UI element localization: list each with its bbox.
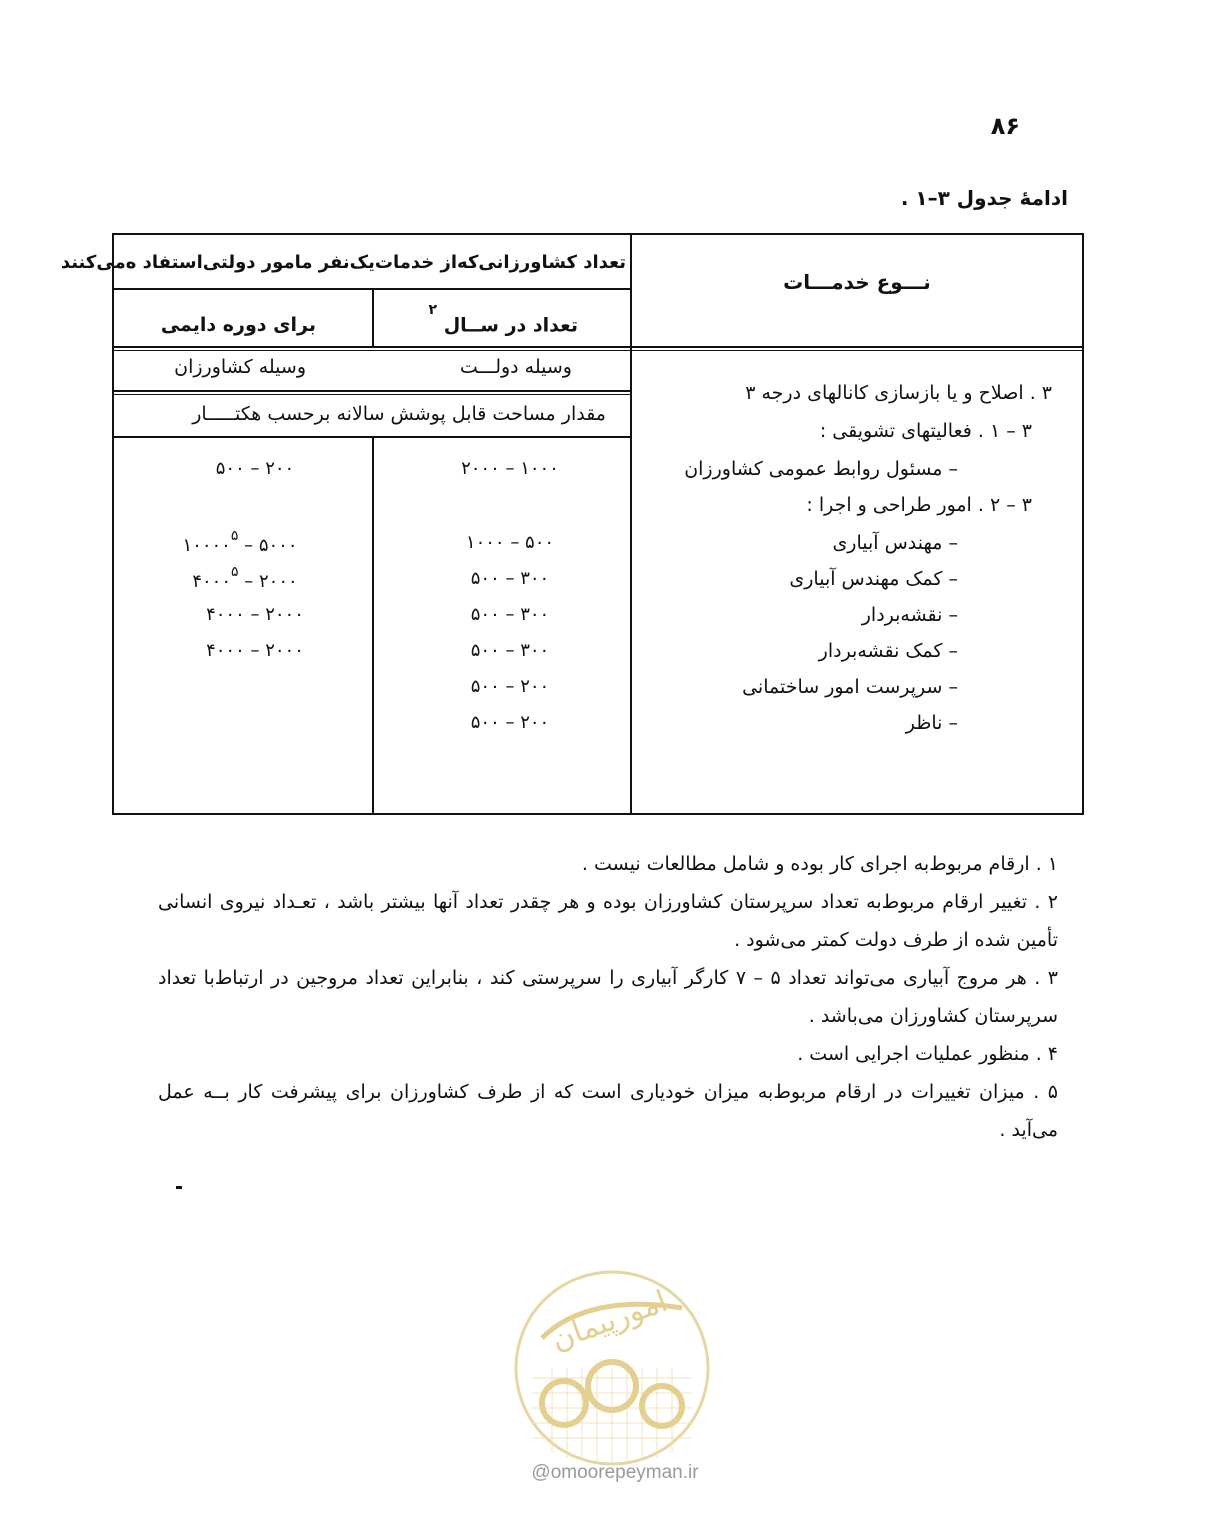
footnote: ۱ . ارقام مربوط‌به اجرای کار بوده و شامل مطالعات نیست . — [581, 853, 1058, 875]
per-year-value: ۲۰۰ – ۵۰۰ — [470, 712, 550, 733]
watermark-url: @omoorepeyman.ir — [531, 1462, 699, 1483]
service-item: – نقشه‌بردار — [861, 604, 958, 626]
permanent-value: ۲۰۰ – ۵۰۰ — [215, 458, 295, 479]
stray-mark — [176, 1186, 182, 1189]
per-year-value: ۳۰۰ – ۵۰۰ — [470, 568, 550, 589]
table-caption: ادامهٔ جدول ۳–۱ . — [900, 186, 1068, 210]
service-type-header: نـــوع خدمـــات — [783, 270, 931, 294]
permanent-value-text: ۲۰۰۰ – ۴۰۰۰ — [192, 571, 298, 592]
watermark-url-text: omoorepeyman.ir — [550, 1462, 699, 1483]
footnote: ۲ . تغییر ارقام مربوط‌به تعداد سرپرستان کشاورزان بوده و هر چقدر تعداد آنها بیشتر باشد ، تعـداد نیروی انسانی تأمین شده از طرف دولت کمتر می‌شود . — [158, 891, 1058, 951]
means-farmers: وسیله کشاورزان — [174, 356, 306, 378]
watermark-seal-icon — [512, 1268, 712, 1468]
permanent-footnote-ref: ۵ — [230, 528, 239, 544]
footnote: ۴ . منظور عملیات اجرایی است . — [797, 1043, 1058, 1065]
permanent-value: ۲۰۰۰ – ۴۰۰۰ — [206, 640, 304, 661]
service-item: ۳ – ۱ . فعالیتهای تشویقی : — [819, 420, 1032, 442]
service-item: – سرپرست امور ساختمانی — [742, 676, 958, 698]
means-government: وسیله دولـــت — [459, 356, 572, 378]
service-item: – کمک نقشه‌بردار — [818, 640, 958, 662]
footnote: ۵ . میزان تغییرات در ارقام مربوط‌به میزان خودیاری است که از طرف کشاورزان برای پیشرفت کار بــه عمل می‌آید . — [158, 1081, 1058, 1141]
service-item: – ناظر — [905, 712, 958, 734]
per-year-value: ۳۰۰ – ۵۰۰ — [470, 604, 550, 625]
permanent-value: ۲۰۰۰ – ۴۰۰۰ — [206, 604, 304, 625]
permanent-value — [140, 528, 340, 556]
per-year-value: ۱۰۰۰ – ۲۰۰۰ — [461, 458, 559, 479]
per-year-value: ۳۰۰ – ۵۰۰ — [470, 640, 550, 661]
service-item: – مسئول روابط عمومی کشاورزان — [684, 458, 958, 480]
service-item: ۳ – ۲ . امور طراحی و اجرا : — [806, 494, 1032, 516]
service-item: – مهندس آبیاری — [832, 532, 958, 554]
permanent-footnote-ref: ۵ — [231, 564, 239, 580]
service-item: – کمک مهندس آبیاری — [789, 568, 958, 590]
seal-lettering: امورپیمان — [546, 1283, 672, 1358]
service-item: ۳ . اصلاح و یا بازسازی کانالهای درجه ۳ — [745, 382, 1052, 404]
per-year-header-label: تعداد در ســال — [443, 314, 578, 337]
page-number: ۸۶ — [990, 112, 1020, 140]
permanent-header: برای دوره دایمی — [160, 314, 316, 336]
footnote: ۳ . هر مروج آبیاری می‌تواند تعداد ۵ – ۷ کارگر آبیاری را سرپرستی کند ، بنابراین تعداد مروجین در ارتباط‌با تعداد سرپرستان کشاورزان می‌باشد . — [158, 967, 1058, 1027]
per-year-footnote-ref: ۲ — [428, 302, 438, 318]
per-year-header — [428, 302, 578, 337]
permanent-value — [150, 564, 340, 592]
area-note: مقدار مساحت قابل پوشش سالانه برحسب هکتـــــار — [192, 403, 606, 425]
per-year-value: ۲۰۰ – ۵۰۰ — [470, 676, 550, 697]
group-header: تعداد کشاورزانی‌که‌از خدمات‌یک‌نفر مامور دولتی‌استفاد ه‌می‌کنند — [60, 252, 626, 273]
permanent-value-text: ۵۰۰۰ – ۱۰۰۰۰ — [182, 535, 298, 556]
per-year-value: ۵۰۰ – ۱۰۰۰ — [465, 532, 555, 553]
